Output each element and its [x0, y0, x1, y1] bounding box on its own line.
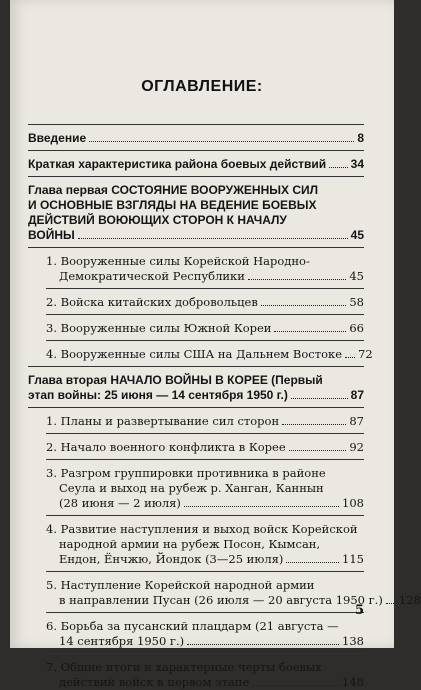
entry-line: ДЕЙСТВИЙ ВОЮЮЩИХ СТОРОН К НАЧАЛУ — [28, 213, 287, 227]
entry-text: 2. Начало военного конфликта в Корее — [46, 440, 286, 454]
dot-leader — [187, 644, 339, 645]
dot-leader — [291, 398, 348, 399]
entry-line: 7. Общие итоги и характерные черты боевых — [46, 660, 322, 674]
top-rule — [28, 124, 364, 125]
entry-text: (28 июня — 2 июля) — [59, 496, 181, 510]
entry-text: Ендон, Ёнчжю, Йондок (3—25 июля) — [59, 552, 284, 566]
entry-line: народной армии на рубеж Посон, Кымсан, — [59, 537, 321, 551]
entry-page: 87 — [350, 388, 364, 402]
divider — [46, 571, 364, 572]
dot-leader — [282, 424, 346, 425]
entry-page: 115 — [342, 552, 364, 566]
entry-text: ВОЙНЫ — [28, 228, 75, 242]
entry-line: Сеула и выход на рубеж р. Ханган, Каннын — [59, 481, 324, 495]
toc-entry-overview[interactable] — [28, 157, 364, 172]
entry-text: этап войны: 25 июня — 14 сентября 1950 г.) — [28, 388, 288, 402]
toc-entry-1-2[interactable] — [46, 295, 364, 310]
entry-page: 87 — [349, 414, 364, 428]
page-number: 5 — [354, 603, 364, 618]
toc-entry-2-2[interactable] — [46, 440, 364, 455]
divider — [46, 314, 364, 315]
entry-line: 3. Разгром группировки противника в районе — [46, 466, 326, 480]
entry-text: 2. Войска китайских добровольцев — [46, 295, 258, 309]
entry-page: 58 — [349, 295, 364, 309]
divider — [28, 247, 364, 248]
divider — [28, 407, 364, 408]
entry-page: 72 — [358, 347, 373, 361]
entry-text: Краткая характеристика района боевых действий — [28, 157, 327, 171]
entry-line: Глава вторая НАЧАЛО ВОЙНЫ В КОРЕЕ (Первый — [28, 373, 323, 387]
entry-page: 66 — [349, 321, 364, 335]
dot-leader — [345, 357, 355, 358]
toc-entry-2-6[interactable] — [46, 619, 364, 649]
dot-leader — [286, 562, 339, 563]
dot-leader — [386, 603, 396, 604]
toc-entry-1-1[interactable] — [46, 254, 364, 284]
entry-line: И ОСНОВНЫЕ ВЗГЛЯДЫ НА ВЕДЕНИЕ БОЕВЫХ — [28, 198, 317, 212]
entry-line: 4. Развитие наступления и выход войск Корейской — [46, 522, 358, 536]
toc-entry-2-7[interactable] — [46, 660, 364, 690]
toc-entry-introduction[interactable] — [28, 131, 364, 146]
dot-leader — [261, 305, 347, 306]
dot-leader — [252, 685, 339, 686]
entry-text: 1. Планы и развертывание сил сторон — [46, 414, 280, 428]
entry-line: Глава первая СОСТОЯНИЕ ВООРУЖЕННЫХ СИЛ — [28, 183, 319, 197]
divider — [46, 612, 364, 613]
entry-text: действий войск в первом этапе — [59, 675, 250, 689]
entry-page: 128 — [398, 593, 421, 607]
entry-line: 1. Вооруженные силы Корейской Народно- — [46, 254, 310, 268]
entry-text: Демократической Республики — [59, 269, 245, 283]
divider — [46, 340, 364, 341]
toc-entry-1-4[interactable] — [46, 347, 373, 362]
entry-line: 6. Борьба за пусанский плацдарм (21 августа — — [46, 619, 339, 633]
entry-text: 3. Вооруженные силы Южной Кореи — [46, 321, 272, 335]
entry-page: 8 — [357, 131, 364, 145]
entry-page: 138 — [342, 634, 364, 648]
toc-entry-2-4[interactable] — [46, 522, 364, 567]
entry-text: 14 сентября 1950 г.) — [59, 634, 185, 648]
entry-page: 45 — [349, 269, 364, 283]
dot-leader — [78, 238, 348, 239]
entry-page: 34 — [350, 157, 364, 171]
toc-entry-2-3[interactable] — [46, 466, 364, 511]
dot-leader — [248, 279, 346, 280]
divider — [28, 366, 364, 367]
show-through-text — [250, 21, 400, 26]
divider — [28, 150, 364, 151]
divider — [46, 515, 364, 516]
dot-leader — [329, 167, 347, 168]
entry-page: 148 — [342, 675, 364, 689]
toc-entry-chapter-1[interactable] — [28, 183, 364, 243]
entry-text: в направлении Пусан (26 июля — 20 августа 1950 г.) — [59, 593, 383, 607]
book-page — [10, 0, 421, 689]
divider — [46, 459, 364, 460]
dot-leader — [89, 141, 354, 142]
divider — [46, 288, 364, 289]
table-of-contents — [28, 120, 421, 690]
entry-text: 4. Вооруженные силы США на Дальнем Востоке — [46, 347, 343, 361]
entry-page: 92 — [349, 440, 364, 454]
entry-text: Введение — [28, 131, 87, 145]
dot-leader — [184, 506, 339, 507]
divider — [46, 433, 364, 434]
divider — [28, 176, 364, 177]
toc-title: ОГЛАВЛЕНИЕ: — [141, 78, 263, 95]
entry-page: 108 — [342, 496, 364, 510]
toc-entry-2-1[interactable] — [46, 414, 364, 429]
dot-leader — [289, 450, 347, 451]
divider — [46, 653, 364, 654]
toc-entry-1-3[interactable] — [46, 321, 364, 336]
toc-entry-2-5[interactable] — [46, 578, 421, 608]
toc-entry-chapter-2[interactable] — [28, 373, 364, 403]
dot-leader — [274, 331, 346, 332]
entry-page: 45 — [350, 228, 364, 242]
entry-line: 5. Наступление Корейской народной армии — [46, 578, 315, 592]
